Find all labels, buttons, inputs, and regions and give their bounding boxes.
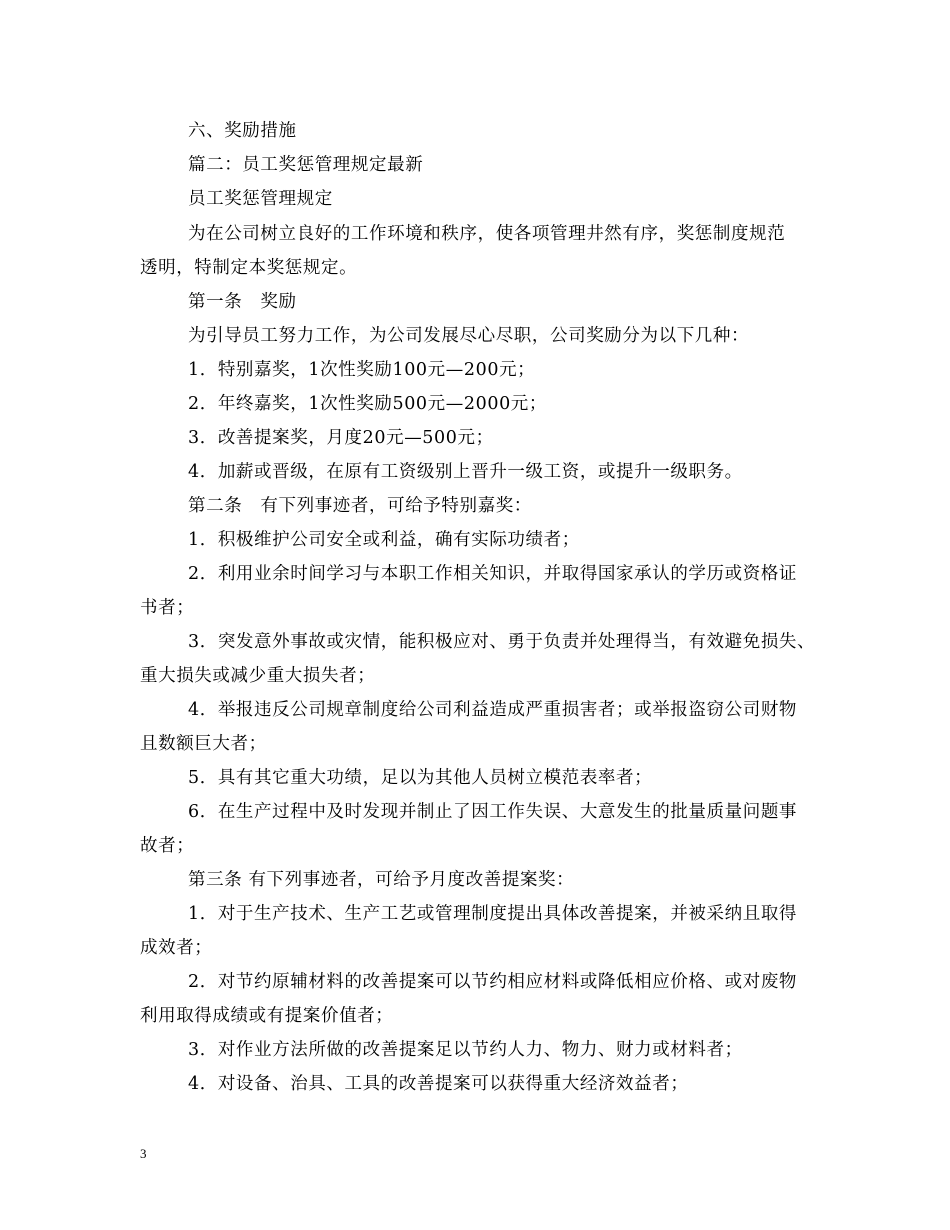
list-item: 6．在生产过程中及时发现并制止了因工作失误、大意发生的批量质量问题事 [188, 802, 798, 822]
page-number: 3 [140, 1146, 147, 1161]
list-item-continuation: 成效者； [140, 938, 213, 958]
list-item: 5．具有其它重大功绩，足以为其他人员树立模范表率者； [188, 768, 653, 788]
list-item: 2．对节约原辅材料的改善提案可以节约相应材料或降低相应价格、或对废物 [188, 972, 798, 992]
document-title: 员工奖惩管理规定 [188, 189, 333, 209]
section-heading-rewards: 六、奖励措施 [188, 121, 297, 141]
list-item-continuation: 故者； [140, 836, 195, 856]
list-item: 4．加薪或晋级，在原有工资级别上晋升一级工资，或提升一级职务。 [188, 462, 743, 482]
chapter-title: 篇二：员工奖惩管理规定最新 [188, 155, 424, 175]
list-item-continuation: 利用取得成绩或有提案价值者； [140, 1006, 394, 1026]
list-item-continuation: 重大损失或减少重大损失者； [140, 666, 376, 686]
article-heading: 第二条 有下列事迹者，可给予特别嘉奖： [188, 496, 532, 516]
list-item: 3．改善提案奖，月度20元—500元； [188, 428, 494, 448]
list-item: 1．对于生产技术、生产工艺或管理制度提出具体改善提案，并被采纳且取得 [188, 904, 798, 924]
list-item: 4．对设备、治具、工具的改善提案可以获得重大经济效益者； [188, 1074, 689, 1094]
list-item: 2．利用业余时间学习与本职工作相关知识，并取得国家承认的学历或资格证 [188, 564, 798, 584]
list-item: 3．对作业方法所做的改善提案足以节约人力、物力、财力或材料者； [188, 1040, 743, 1060]
list-item-continuation: 书者； [140, 598, 195, 618]
list-item: 2．年终嘉奖，1次性奖励500元—2000元； [188, 394, 548, 414]
paragraph-line: 透明，特制定本奖惩规定。 [140, 258, 358, 278]
article-heading: 第一条 奖励 [188, 292, 297, 312]
list-item: 4．举报违反公司规章制度给公司利益造成严重损害者；或举报盗窃公司财物 [188, 700, 798, 720]
list-item-continuation: 且数额巨大者； [140, 734, 267, 754]
paragraph-line: 为在公司树立良好的工作环境和秩序，使各项管理井然有序，奖惩制度规范 [188, 224, 786, 244]
list-item: 1．特别嘉奖，1次性奖励100元—200元； [188, 360, 536, 380]
paragraph-line: 为引导员工努力工作，为公司发展尽心尽职，公司奖励分为以下几种： [188, 326, 750, 346]
article-heading: 第三条 有下列事迹者，可给予月度改善提案奖： [188, 870, 575, 890]
list-item: 3．突发意外事故或灾情，能积极应对、勇于负责并处理得当，有效避免损失、 [188, 632, 816, 652]
list-item: 1．积极维护公司安全或利益，确有实际功绩者； [188, 530, 580, 550]
